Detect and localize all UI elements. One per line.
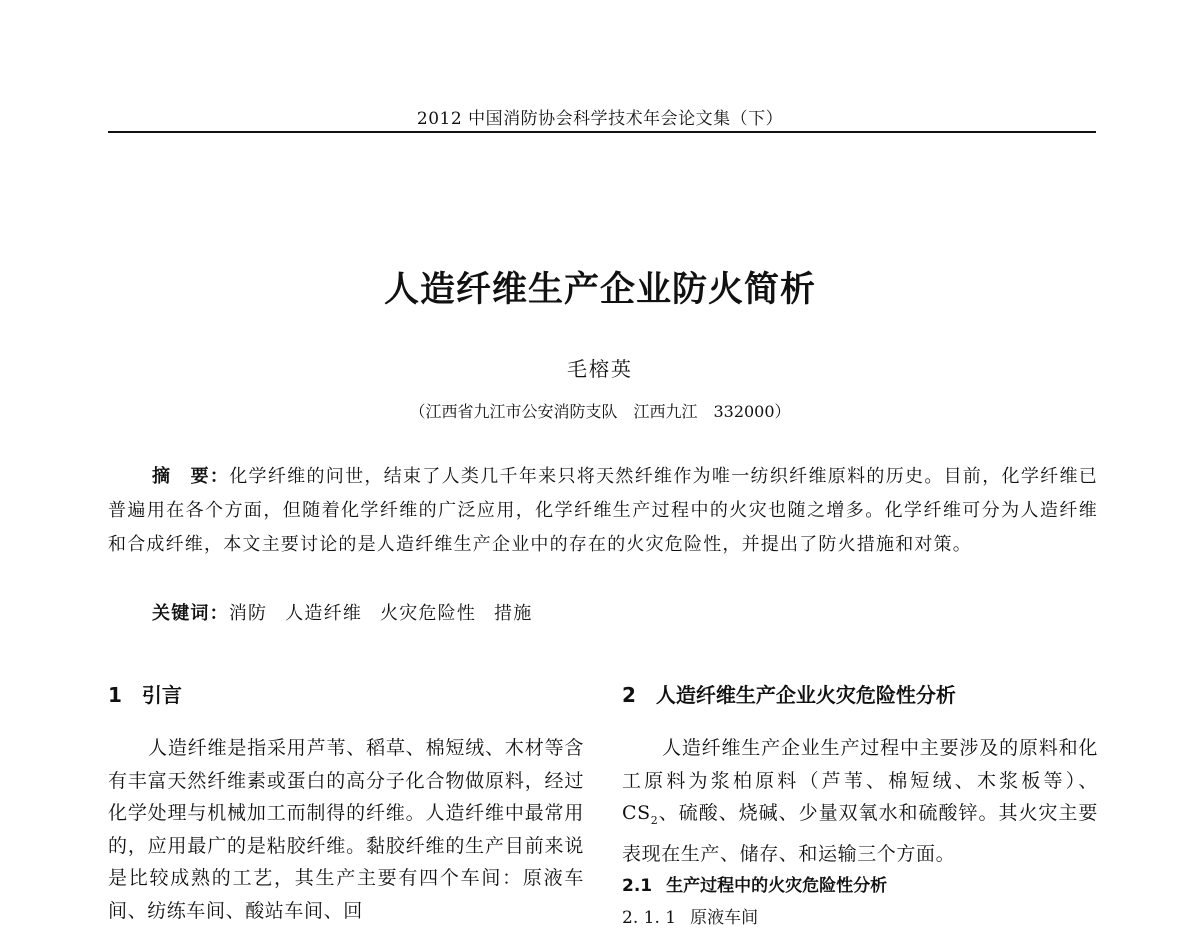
section-number: 2 (622, 683, 636, 707)
keyword: 人造纤维 (285, 603, 363, 624)
keyword: 消防 (228, 603, 268, 624)
section-2-heading (622, 680, 1098, 710)
abstract-text: 化学纤维的问世，结束了人类几千年来只将天然纤维作为唯一纺织纤维原料的历史。目前，化学纤维已普遍用在各个方面，但随着化学纤维的广泛应用，化学纤维生产过程中的火灾也随之增多。化学纤维可分为人造纤维和合成纤维，本文主要讨论的是人造纤维生产企业中的存在的火灾危险性，并提出了防火措施和对策。 (108, 466, 1098, 555)
section-number: 1 (108, 683, 122, 707)
subsection-title: 生产过程中的火灾危险性分析 (666, 876, 888, 897)
keywords (152, 599, 550, 625)
paper-author: 毛榕英 (567, 357, 633, 381)
subsection-title: 原液车间 (690, 908, 759, 929)
section-title: 人造纤维生产企业火灾危险性分析 (655, 683, 956, 707)
running-header: 2012 中国消防协会科学技术年会论文集（下） (416, 109, 784, 129)
keywords-label: 关键词： (152, 603, 229, 624)
subsection-number: 2.1 (622, 876, 653, 897)
subsection-number: 2. 1. 1 (622, 908, 677, 929)
subscript: 2 (650, 813, 659, 827)
subsection-2-1-heading (622, 870, 1098, 902)
subsection-2-1-1-heading (622, 902, 1098, 934)
body-text-part: 人造纤维生产企业生产过程中主要涉及的原料和化工原料为浆柏原料（芦苇、棉短绒、木浆板等）、CS (622, 737, 1098, 825)
keyword: 火灾危险性 (380, 603, 477, 624)
header-rule (108, 131, 1096, 133)
section-2-body (622, 732, 1098, 870)
author-affiliation: （江西省九江市公安消防支队 江西九江 332000） (409, 402, 791, 421)
section-1-body: 人造纤维是指采用芦苇、稻草、棉短绒、木材等含有丰富天然纤维素或蛋白的高分子化合物做原料，经过化学处理与机械加工而制得的纤维。人造纤维中最常用的，应用最广的是粘胶纤维。黏胶纤维的生产目前来说是比较成熟的工艺，其生产主要有四个车间：原液车间、纺练车间、酸站车间、回 (108, 737, 584, 922)
abstract (108, 460, 1098, 562)
right-column (622, 680, 1098, 934)
body-text-part: 、硫酸、烧碱、少量双氧水和硫酸锌。其火灾主要表现在生产、储存、和运输三个方面。 (622, 802, 1098, 865)
section-1-heading (108, 680, 584, 710)
left-column (108, 680, 584, 928)
keyword: 措施 (494, 603, 533, 624)
section-title: 引言 (141, 683, 182, 707)
paper-title: 人造纤维生产企业防火简析 (383, 270, 816, 310)
abstract-label: 摘 要： (152, 466, 230, 487)
